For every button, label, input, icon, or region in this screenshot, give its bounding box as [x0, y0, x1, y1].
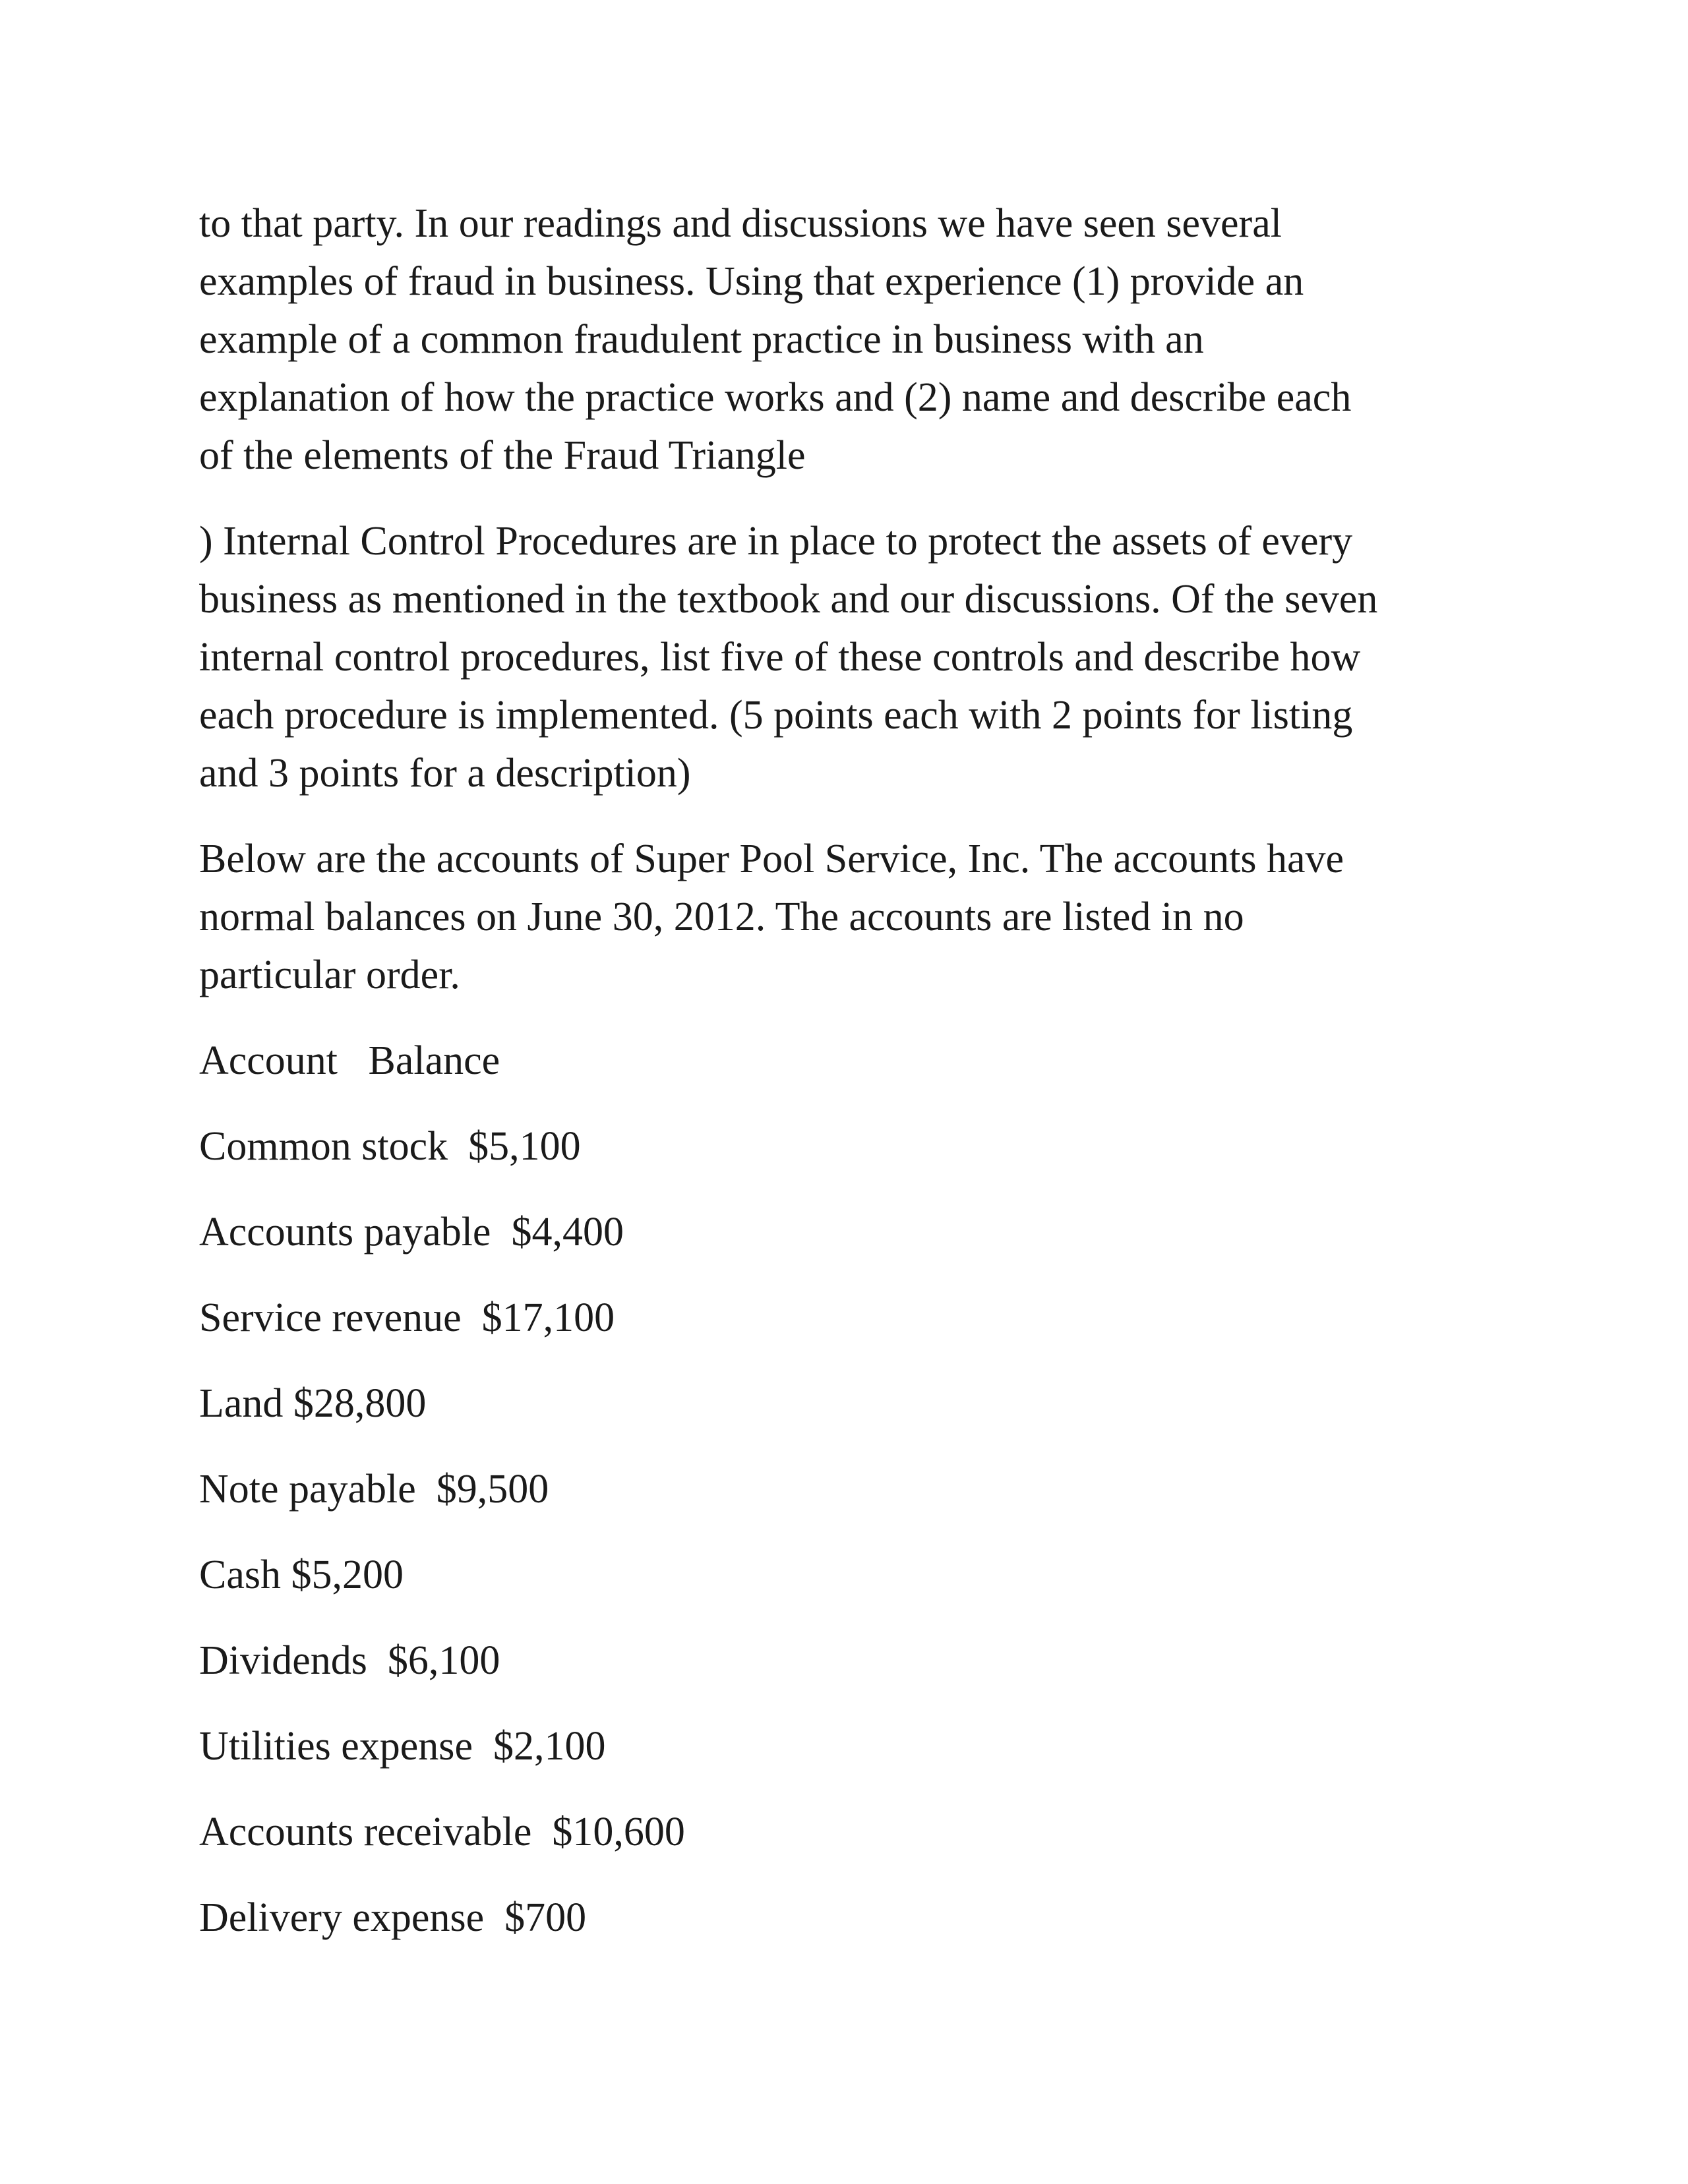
account-line: Accounts receivable $10,600: [199, 1810, 685, 1854]
account-line: Common stock $5,100: [199, 1124, 581, 1169]
account-line: Note payable $9,500: [199, 1467, 549, 1512]
account-line: Delivery expense $700: [199, 1895, 587, 1940]
paragraph-internal-control-question: ) Internal Control Procedures are in place to protect the assets of every business as mentioned in the textbook and our discussions. Of the seven internal control procedures, list five of these controls and describe how each procedure is implemented. (5 points each with 2 points for listing and 3 points for a description): [199, 519, 1378, 796]
paragraph-accounts-intro: Below are the accounts of Super Pool Service, Inc. The accounts have normal balances on June 30, 2012. The accounts are listed in no particular order.: [199, 837, 1344, 997]
paragraph-fraud-question: to that party. In our readings and discussions we have seen several examples of fraud in business. Using that experience (1) provide an example of a common fraudulent practice in business with an explanation of how the practice works and (2) name and describe each of the elements of the Fraud Triangle: [199, 201, 1352, 478]
account-line: Accounts payable $4,400: [199, 1210, 624, 1254]
account-line: Service revenue $17,100: [199, 1295, 615, 1340]
account-line: Land $28,800: [199, 1381, 427, 1426]
account-line: Utilities expense $2,100: [199, 1724, 606, 1769]
account-line: Cash $5,200: [199, 1552, 404, 1597]
account-line: Dividends $6,100: [199, 1638, 500, 1683]
accounts-header: Account Balance: [199, 1038, 500, 1083]
document-body: [199, 194, 1518, 1974]
